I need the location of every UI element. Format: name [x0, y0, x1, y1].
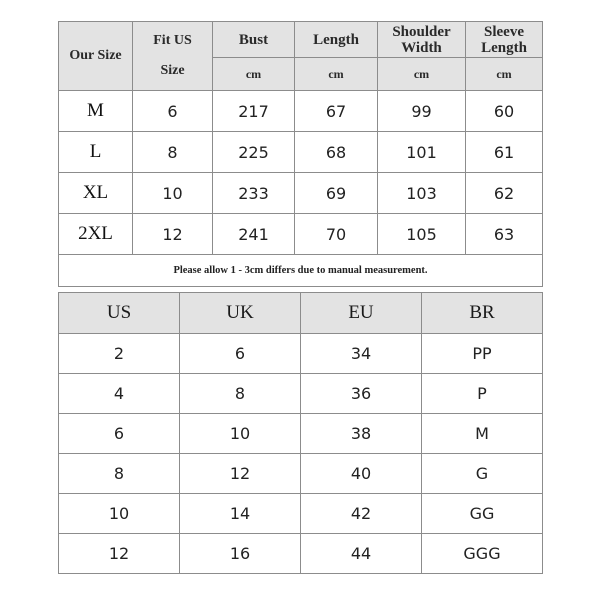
table-row: [59, 132, 543, 173]
table-row: [59, 173, 543, 214]
size-cell: XL: [59, 173, 133, 214]
fit-us-cell: 8: [133, 132, 213, 173]
table-row: [59, 494, 543, 534]
fit-us-cell: 10: [133, 173, 213, 214]
uk-cell: 8: [180, 374, 301, 414]
br-cell: GGG: [422, 534, 543, 574]
us-cell: 4: [59, 374, 180, 414]
header-shoulder-line2: Width: [401, 39, 442, 56]
eu-cell: 36: [301, 374, 422, 414]
uk-cell: 6: [180, 334, 301, 374]
bust-cell: 241: [213, 214, 295, 255]
unit-length: cm: [295, 58, 378, 91]
table-row: [59, 534, 543, 574]
size-cell: M: [59, 91, 133, 132]
size-cell: L: [59, 132, 133, 173]
table-row: [59, 374, 543, 414]
fit-us-cell: 12: [133, 214, 213, 255]
us-cell: 2: [59, 334, 180, 374]
eu-cell: 44: [301, 534, 422, 574]
table-row: [59, 91, 543, 132]
shoulder-cell: 101: [378, 132, 466, 173]
br-cell: M: [422, 414, 543, 454]
header-sleeve-length: [466, 22, 543, 58]
header-eu: EU: [301, 293, 422, 334]
length-cell: 70: [295, 214, 378, 255]
eu-cell: 40: [301, 454, 422, 494]
br-cell: G: [422, 454, 543, 494]
header-sleeve-line1: Sleeve: [484, 23, 524, 40]
br-cell: GG: [422, 494, 543, 534]
header-fit-us-line2: Size: [160, 63, 185, 78]
fit-us-cell: 6: [133, 91, 213, 132]
us-cell: 10: [59, 494, 180, 534]
bust-cell: 225: [213, 132, 295, 173]
size-conversion-table: [58, 292, 543, 574]
header-bust: Bust: [213, 22, 295, 58]
header-fit-us-line1: Fit US: [153, 33, 192, 48]
length-cell: 68: [295, 132, 378, 173]
table-row: [59, 454, 543, 494]
uk-cell: 10: [180, 414, 301, 454]
uk-cell: 16: [180, 534, 301, 574]
shoulder-cell: 105: [378, 214, 466, 255]
eu-cell: 34: [301, 334, 422, 374]
unit-shoulder: cm: [378, 58, 466, 91]
length-cell: 69: [295, 173, 378, 214]
header-shoulder-line1: Shoulder: [392, 23, 451, 40]
br-cell: PP: [422, 334, 543, 374]
bust-cell: 233: [213, 173, 295, 214]
table-row: [59, 214, 543, 255]
unit-bust: cm: [213, 58, 295, 91]
shoulder-cell: 103: [378, 173, 466, 214]
sleeve-cell: 61: [466, 132, 543, 173]
size-cell: 2XL: [59, 214, 133, 255]
table-row: [59, 334, 543, 374]
size-chart-table: [58, 21, 543, 287]
header-our-size: Our Size: [59, 22, 133, 91]
us-cell: 12: [59, 534, 180, 574]
br-cell: P: [422, 374, 543, 414]
length-cell: 67: [295, 91, 378, 132]
header-fit-us-size: [133, 22, 213, 91]
unit-sleeve: cm: [466, 58, 543, 91]
table-row: [59, 414, 543, 454]
header-length: Length: [295, 22, 378, 58]
eu-cell: 42: [301, 494, 422, 534]
us-cell: 6: [59, 414, 180, 454]
header-br: BR: [422, 293, 543, 334]
header-shoulder-width: [378, 22, 466, 58]
us-cell: 8: [59, 454, 180, 494]
eu-cell: 38: [301, 414, 422, 454]
uk-cell: 14: [180, 494, 301, 534]
sleeve-cell: 63: [466, 214, 543, 255]
bust-cell: 217: [213, 91, 295, 132]
header-us: US: [59, 293, 180, 334]
sleeve-cell: 60: [466, 91, 543, 132]
shoulder-cell: 99: [378, 91, 466, 132]
sleeve-cell: 62: [466, 173, 543, 214]
header-sleeve-line2: Length: [481, 39, 527, 56]
header-uk: UK: [180, 293, 301, 334]
measurement-note: Please allow 1 - 3cm differs due to manual measurement.: [59, 255, 543, 287]
uk-cell: 12: [180, 454, 301, 494]
